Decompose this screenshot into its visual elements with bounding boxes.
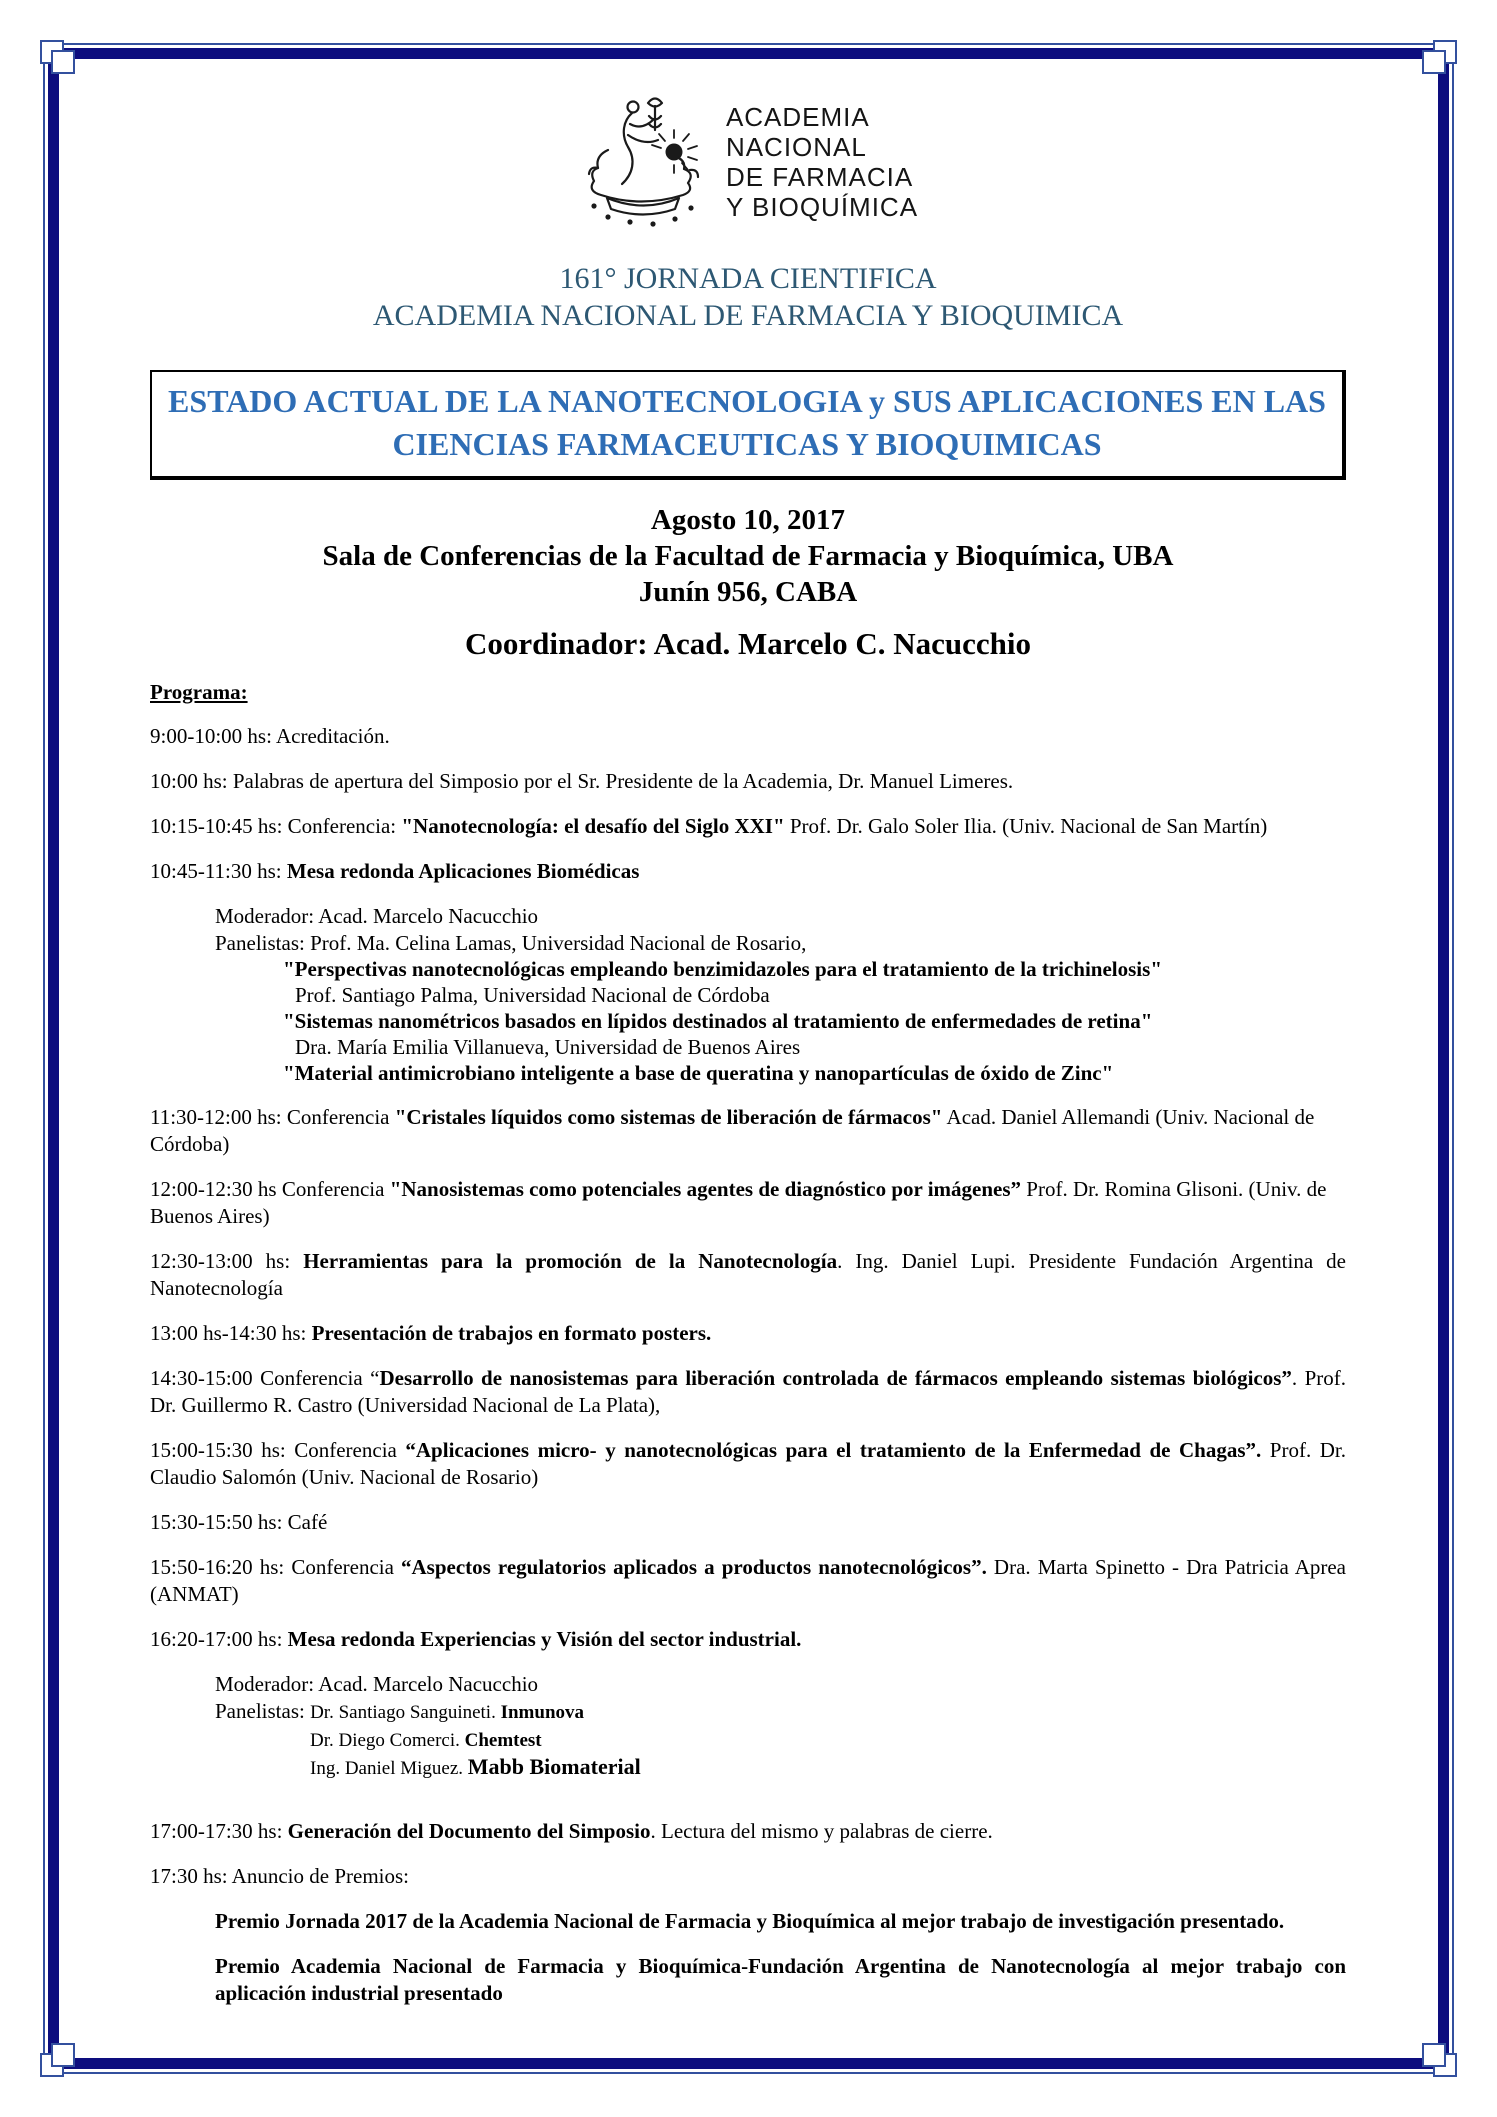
program-text-segment: "Nanotecnología: el desafío del Siglo XXI" bbox=[401, 814, 785, 838]
program-text-segment: Mabb Biomaterial bbox=[467, 1754, 641, 1779]
academy-name-line: Y BIOQUÍMICA bbox=[725, 192, 919, 222]
frame-corner-ornament bbox=[1422, 50, 1446, 74]
program-item bbox=[283, 1060, 1346, 1086]
program-text-segment: "Cristales líquidos como sistemas de liberación de fármacos" bbox=[394, 1105, 943, 1129]
program-item bbox=[150, 1509, 1346, 1536]
program-text-segment: Chemtest bbox=[464, 1730, 542, 1751]
program-item bbox=[215, 903, 1346, 930]
program-item bbox=[310, 1754, 1346, 1782]
program-text-segment: 15:50-16:20 hs: Conferencia bbox=[150, 1555, 401, 1579]
program-text-segment: Premio Jornada 2017 de la Academia Nacional de Farmacia y Bioquímica al mejor trabajo de investigación presentado. bbox=[215, 1909, 1285, 1933]
program-text-segment: Generación del Documento del Simposio bbox=[287, 1819, 651, 1843]
event-heading-line2: ACADEMIA NACIONAL DE FARMACIA Y BIOQUIMICA bbox=[372, 299, 1124, 332]
program-item bbox=[150, 1818, 1346, 1845]
program-text-segment: 9:00-10:00 hs: Acreditación. bbox=[150, 724, 390, 748]
program-item bbox=[215, 1908, 1346, 1935]
program-text-segment: “Aspectos regulatorios aplicados a productos nanotecnológicos”. bbox=[401, 1555, 987, 1579]
program-item bbox=[215, 1671, 1346, 1698]
program-text-segment: Dra. Marta Spinetto - Dra Patricia Aprea (ANMAT) bbox=[150, 1555, 1346, 1606]
program-text-segment: 10:15-10:45 hs: Conferencia: bbox=[150, 814, 402, 838]
program-item bbox=[150, 1176, 1346, 1230]
program-text-segment: Acad. Daniel Allemandi (Univ. Nacional de Córdoba) bbox=[150, 1105, 1315, 1156]
program-item bbox=[310, 1726, 1346, 1754]
event-when-where bbox=[150, 502, 1346, 610]
program-text-segment: Presentación de trabajos en formato posters. bbox=[311, 1321, 712, 1345]
program-text-segment: 12:30-13:00 hs: bbox=[150, 1249, 304, 1273]
program-text-segment: "Sistemas nanométricos basados en lípidos destinados al tratamiento de enfermedades de retina" bbox=[283, 1009, 1153, 1033]
program-text-segment: 10:45-11:30 hs: bbox=[150, 859, 287, 883]
program-text-segment: Prof. Dr. Romina Glisoni. (Univ. de Buenos Aires) bbox=[150, 1177, 1327, 1228]
program-text-segment: 15:30-15:50 hs: Café bbox=[150, 1510, 328, 1534]
program-text-segment: "Nanosistemas como potenciales agentes de diagnóstico por imágenes” bbox=[389, 1177, 1022, 1201]
symposium-title-box bbox=[150, 370, 1346, 480]
program-text-segment: 16:20-17:00 hs: bbox=[150, 1627, 288, 1651]
symposium-title-line1: ESTADO ACTUAL DE LA NANOTECNOLOGIA y SUS APLICACIONES EN LAS bbox=[168, 383, 1326, 419]
academy-name bbox=[726, 90, 918, 222]
program-text-segment: 15:00-15:30 hs: Conferencia bbox=[150, 1438, 406, 1462]
program-text-segment: Moderador: Acad. Marcelo Nacucchio bbox=[215, 904, 539, 928]
program-text-segment: "Material antimicrobiano inteligente a base de queratina y nanopartículas de óxido de Zinc" bbox=[283, 1061, 1114, 1085]
program-item bbox=[150, 1248, 1346, 1302]
event-address: Junín 956, CABA bbox=[638, 576, 858, 608]
program-item bbox=[150, 813, 1346, 840]
program-text-segment: Prof. Dr. Claudio Salomón (Univ. Nacional de Rosario) bbox=[150, 1438, 1346, 1489]
program-item bbox=[150, 1863, 1346, 1890]
program-text-segment: Desarrollo de nanosistemas para liberación controlada de fármacos empleando sistemas biológicos” bbox=[379, 1366, 1292, 1390]
program-text-segment: Prof. Dr. Galo Soler Ilia. (Univ. Nacional de San Martín) bbox=[784, 814, 1268, 838]
program-item bbox=[150, 1320, 1346, 1347]
program-item bbox=[283, 1008, 1346, 1034]
program-item bbox=[150, 768, 1346, 795]
program-item bbox=[150, 1554, 1346, 1608]
program-heading: Programa: bbox=[150, 680, 248, 704]
program-text-segment: Dr. Santiago Sanguineti. bbox=[310, 1702, 501, 1723]
program-list bbox=[150, 723, 1346, 2007]
program-text-segment: Panelistas: bbox=[215, 1699, 311, 1723]
program-text-segment: Panelistas: Prof. Ma. Celina Lamas, Universidad Nacional de Rosario, bbox=[215, 931, 807, 955]
program-text-segment: Moderador: Acad. Marcelo Nacucchio bbox=[215, 1672, 539, 1696]
academy-name-line: ACADEMIA bbox=[725, 102, 870, 132]
frame-corner-ornament bbox=[51, 2043, 75, 2067]
program-item bbox=[215, 1698, 1346, 1726]
program-text-segment: Inmunova bbox=[500, 1702, 585, 1723]
program-item bbox=[150, 1626, 1346, 1653]
program-text-segment: . Ing. Daniel Lupi. Presidente Fundación Argentina de Nanotecnología bbox=[150, 1249, 1347, 1300]
academy-name-line: NACIONAL bbox=[725, 132, 867, 162]
program-text-segment: “Aplicaciones micro- y nanotecnológicas para el tratamiento de la Enfermedad de Chagas”. bbox=[405, 1438, 1262, 1462]
program-text-segment: 11:30-12:00 hs: Conferencia bbox=[150, 1105, 395, 1129]
program-text-segment: 10:00 hs: Palabras de apertura del Simposio por el Sr. Presidente de la Academia, Dr. Manuel Limeres. bbox=[150, 769, 1014, 793]
event-venue: Sala de Conferencias de la Facultad de Farmacia y Bioquímica, UBA bbox=[322, 540, 1174, 572]
document-content bbox=[150, 0, 1346, 2007]
program-item bbox=[150, 1365, 1346, 1419]
program-text-segment: 14:30-15:00 Conferencia “ bbox=[150, 1366, 380, 1390]
program-item bbox=[295, 1034, 1346, 1060]
program-text-segment: Ing. Daniel Miguez. bbox=[310, 1758, 468, 1779]
symposium-title-line2: CIENCIAS FARMACEUTICAS Y BIOQUIMICAS bbox=[392, 426, 1102, 462]
program-text-segment: . Prof. Dr. Guillermo R. Castro (Universidad Nacional de La Plata), bbox=[150, 1366, 1347, 1417]
frame-corner-ornament bbox=[51, 50, 75, 74]
program-item bbox=[283, 956, 1346, 982]
program-item bbox=[215, 1953, 1346, 2007]
program-text-segment: 12:00-12:30 hs Conferencia bbox=[150, 1177, 390, 1201]
program-text-segment: . Lectura del mismo y palabras de cierre. bbox=[650, 1819, 993, 1843]
frame-corner-ornament bbox=[1422, 2043, 1446, 2067]
academy-emblem-icon bbox=[578, 90, 708, 228]
program-item bbox=[150, 1104, 1346, 1158]
academy-logo bbox=[150, 90, 1346, 228]
program-text-segment: Mesa redonda Experiencias y Visión del sector industrial. bbox=[287, 1627, 802, 1651]
academy-name-line: DE FARMACIA bbox=[725, 162, 914, 192]
program-text-segment: Mesa redonda Aplicaciones Biomédicas bbox=[286, 859, 640, 883]
program-text-segment: 13:00 hs-14:30 hs: bbox=[150, 1321, 312, 1345]
event-heading-line1: 161° JORNADA CIENTIFICA bbox=[559, 262, 937, 295]
program-item bbox=[150, 1437, 1346, 1491]
program-item bbox=[150, 858, 1346, 885]
coordinator-line: Coordinador: Acad. Marcelo C. Nacucchio bbox=[465, 626, 1031, 661]
program-item bbox=[150, 723, 1346, 750]
program-item bbox=[215, 930, 1346, 956]
program-text-segment: Dra. María Emilia Villanueva, Universidad de Buenos Aires bbox=[295, 1035, 801, 1059]
program-text-segment: "Perspectivas nanotecnológicas empleando benzimidazoles para el tratamiento de la trichinelosis" bbox=[283, 957, 1162, 981]
program-text-segment: Dr. Diego Comerci. bbox=[310, 1730, 465, 1751]
program-text-segment: 17:30 hs: Anuncio de Premios: bbox=[150, 1864, 409, 1888]
program-text-segment: Premio Academia Nacional de Farmacia y Bioquímica-Fundación Argentina de Nanotecnología al mejor trabajo con aplicación industrial presentado bbox=[215, 1954, 1346, 2005]
program-text-segment: 17:00-17:30 hs: bbox=[150, 1819, 288, 1843]
event-heading bbox=[150, 260, 1346, 334]
event-date: Agosto 10, 2017 bbox=[650, 504, 846, 536]
program-text-segment: Prof. Santiago Palma, Universidad Nacional de Córdoba bbox=[295, 983, 770, 1007]
program-item bbox=[295, 982, 1346, 1008]
program-text-segment: Herramientas para la promoción de la Nanotecnología bbox=[303, 1249, 838, 1273]
